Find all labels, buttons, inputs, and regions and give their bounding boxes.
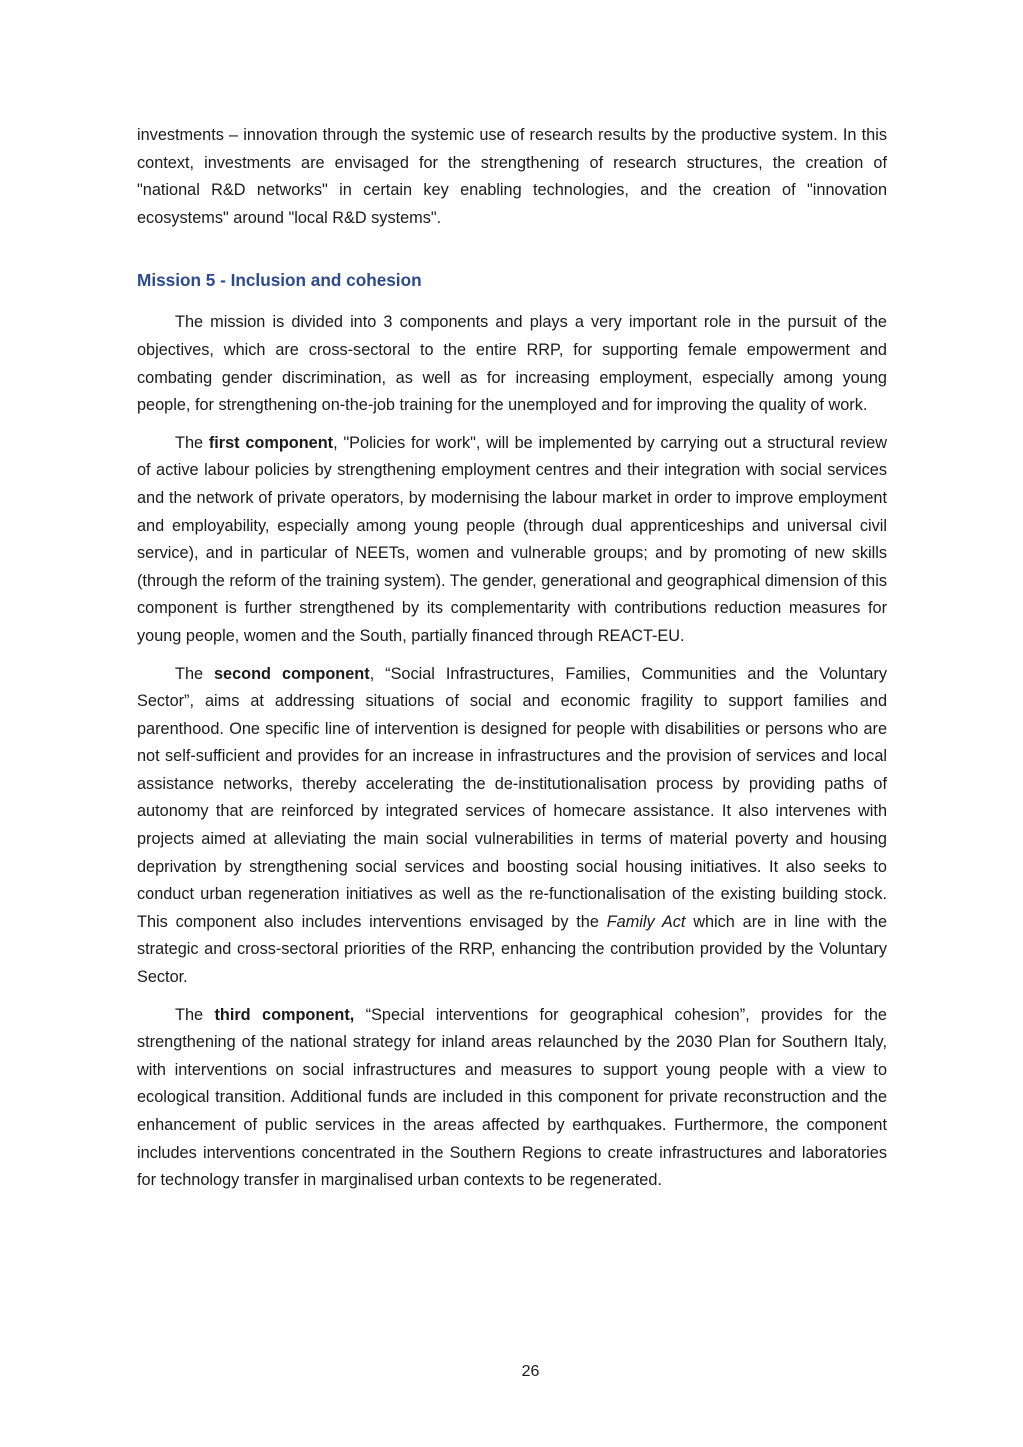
third-component-paragraph (137, 1002, 887, 1195)
second-component-lead: The (175, 664, 214, 683)
family-act-reference: Family Act (606, 912, 686, 931)
page-number: 26 (521, 1363, 540, 1380)
third-component-term: third component, (214, 1005, 355, 1024)
section-heading: Mission 5 - Inclusion and cohesion (137, 270, 422, 291)
intro-paragraph: investments – innovation through the systemic use of research results by the productive system. In this context, investments are envisaged for the strengthening of research structures, the creation of "national R&D networks" in certain key enabling technologies, and the creation of "innovation ecosystems" around "local R&D systems". (137, 126, 887, 227)
second-component-term: second component (214, 664, 370, 683)
first-component-paragraph (137, 430, 887, 651)
first-component-lead: The (175, 433, 209, 452)
second-component-tail: which are in line with the strategic and cross-sectoral priorities of the RRP, enhancing the contribution provided by the Voluntary Sector. (137, 912, 887, 987)
second-component-text: , “Social Infrastructures, Families, Communities and the Voluntary Sector”, aims at addressing situations of social and economic fragility to support families and parenthood. One specific line of intervention is designed for people with disabilities or persons who are not self-sufficient and provides for an increase in infrastructures and the provision of services and local assistance networks, thereby accelerating the de-institutionalisation process by providing paths of autonomy that are reinforced by integrated services of homecare assistance. It also intervenes with projects aimed at alleviating the main social vulnerabilities in terms of material poverty and housing deprivation by strengthening social services and boosting social housing initiatives. It also seeks to conduct urban regeneration initiatives as well as the re-functionalisation of the existing building stock. This component also includes interventions envisaged by the (137, 664, 887, 931)
third-component-text: “Special interventions for geographical cohesion”, provides for the strengthening of the national strategy for inland areas relaunched by the 2030 Plan for Southern Italy, with interventions on social infrastructures and measures to support young people with a view to ecological transition. Additional funds are included in this component for private reconstruction and the enhancement of public services in the areas affected by earthquakes. Furthermore, the component includes interventions concentrated in the Southern Regions to create infrastructures and laboratories for technology transfer in marginalised urban contexts to be regenerated. (137, 1005, 887, 1190)
third-component-lead: The (175, 1005, 215, 1024)
first-component-text: , "Policies for work", will be implemented by carrying out a structural review of active labour policies by strengthening employment centres and their integration with social services and the network of private operators, by modernising the labour market in order to improve employment and employability, especially among young people (through dual apprenticeships and universal civil service), and in particular of NEETs, women and vulnerable groups; and by promoting of new skills (through the reform of the training system). The gender, generational and geographical dimension of this component is further strengthened by its complementarity with contributions reduction measures for young people, women and the South, partially financed through REACT-EU. (137, 433, 887, 645)
document-page (137, 122, 887, 1195)
second-component-paragraph (137, 661, 887, 992)
first-component-term: first component (208, 433, 334, 452)
mission-overview-paragraph: The mission is divided into 3 components and plays a very important role in the pursuit of the objectives, which are cross-sectoral to the entire RRP, for supporting female empowerment and combating gender discrimination, as well as for increasing employment, especially among young people, for strengthening on-the-job training for the unemployed and for improving the quality of work. (137, 313, 887, 415)
